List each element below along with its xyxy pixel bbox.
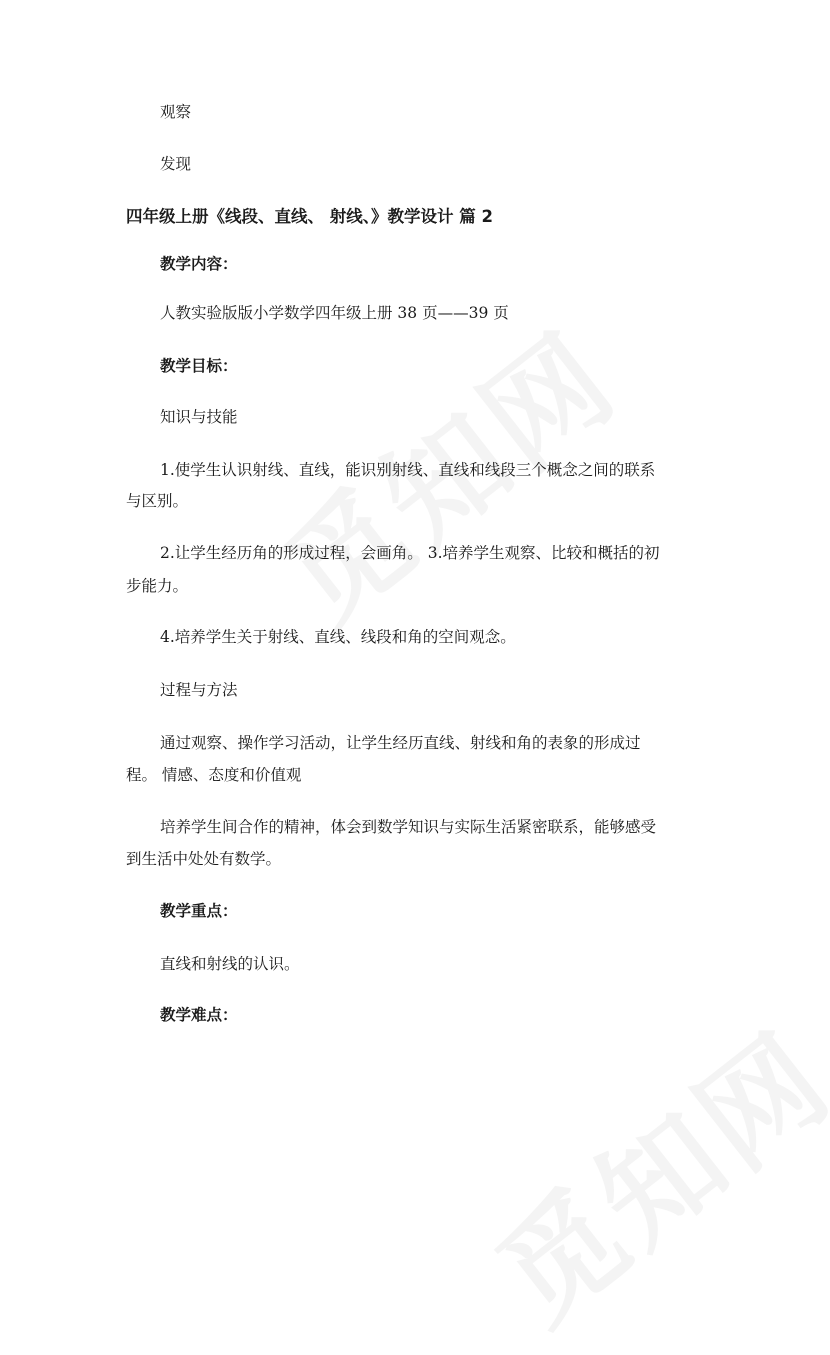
- paragraph-objective-1-cont: 与区别。: [126, 492, 189, 510]
- watermark-lower: [457, 987, 830, 1355]
- paragraph-objective-1: 1.使学生认识射线、直线，能识别射线、直线和线段三个概念之间的联系: [160, 461, 656, 479]
- subheading-process-method: 过程与方法: [160, 681, 238, 699]
- paragraph-key-points: 直线和射线的认识。: [160, 955, 300, 973]
- heading-key-points: 教学重点：: [160, 902, 238, 920]
- paragraph-attitude: 培养学生间合作的精神，体会到数学知识与实际生活紧密联系，能够感受: [160, 818, 657, 836]
- paragraph-objective-4: 4.培养学生关于射线、直线、线段和角的空间观念。: [160, 628, 516, 646]
- section-title: 四年级上册《线段、直线、 射线、》教学设计 篇 2: [126, 207, 493, 226]
- paragraph-objective-2: 2.让学生经历角的形成过程，会画角。 3.培养学生观察、比较和概括的初: [160, 544, 660, 562]
- subheading-knowledge-skills: 知识与技能: [160, 408, 238, 426]
- paragraph-attitude-cont: 到生活中处处有数学。: [126, 850, 282, 868]
- paragraph-objective-2-cont: 步能力。: [126, 577, 189, 595]
- paragraph-process-cont: 程。 情感、态度和价值观: [126, 766, 302, 784]
- line-observe: 观察: [160, 103, 192, 121]
- heading-content: 教学内容：: [160, 255, 238, 273]
- heading-objectives: 教学目标：: [160, 357, 238, 375]
- line-discover: 发现: [160, 155, 192, 173]
- heading-difficulties: 教学难点：: [160, 1006, 238, 1024]
- paragraph-content: 人教实验版版小学数学四年级上册 38 页——39 页: [160, 304, 509, 322]
- paragraph-process: 通过观察、操作学习活动，让学生经历直线、射线和角的表象的形成过: [160, 734, 641, 752]
